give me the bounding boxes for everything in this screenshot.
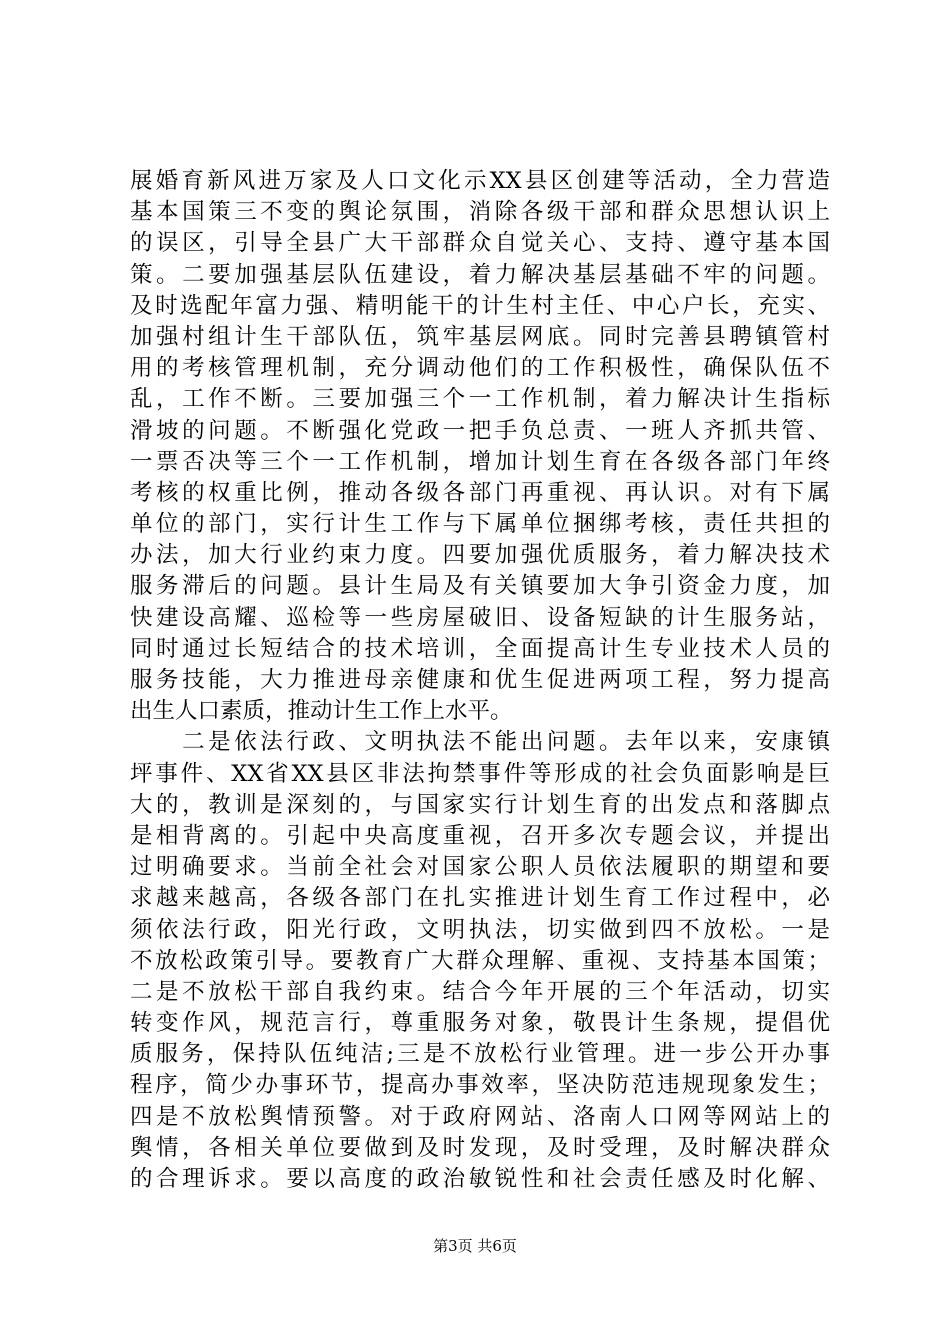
page-footer: 第3页 共6页 [433,1237,517,1255]
text-line: 求越来越高，各级各部门在扎实推进计划生育工作过程中，必 [130,885,830,912]
text-line: 程序，简少办事环节，提高办事效率，坚决防范违规现象发生； [130,1072,830,1099]
text-line: 的合理诉求。要以高度的政治敏锐性和社会责任感及时化解、 [130,1166,830,1192]
text-line: 大的，教训是深刻的，与国家实行计划生育的出发点和落脚点 [130,791,830,818]
text-line: 舆情，各相关单位要做到及时发现，及时受理，及时解决群众 [130,1134,830,1161]
text-line: 服务滞后的问题。县计生局及有关镇要加大争引资金力度，加 [130,573,830,600]
text-line: 单位的部门，实行计生工作与下属单位捆绑考核，责任共担的 [130,511,830,538]
text-line: 二是依法行政、文明执法不能出问题。去年以来，安康镇 [130,729,830,756]
text-line: 质服务，保持队伍纯洁;三是不放松行业管理。进一步公开办事 [130,1041,830,1068]
text-line: 一票否决等三个一工作机制，增加计划生育在各级各部门年终 [130,448,830,475]
text-line: 过明确要求。当前全社会对国家公职人员依法履职的期望和要 [130,854,830,881]
text-line: 及时选配年富力强、精明能干的计生村主任、中心户长，充实、 [130,292,830,319]
text-line: 乱，工作不断。三要加强三个一工作机制，着力解决计生指标 [130,386,830,413]
text-line: 的误区，引导全县广大干部群众自觉关心、支持、遵守基本国 [130,230,830,257]
text-line: 滑坡的问题。不断强化党政一把手负总责、一班人齐抓共管、 [130,417,830,444]
body-text [130,166,830,1195]
text-line: 办法，加大行业约束力度。四要加强优质服务，着力解决技术 [130,542,830,569]
text-line: 服务技能，大力推进母亲健康和优生促进两项工程，努力提高 [130,667,830,693]
text-line: 四是不放松舆情预警。对于政府网站、洛南人口网等网站上的 [130,1103,830,1130]
text-line: 出生人口素质，推动计生工作上水平。 [130,698,513,725]
text-line: 策。二要加强基层队伍建设，着力解决基层基础不牢的问题。 [130,261,830,288]
text-line: 基本国策三不变的舆论氛围，消除各级干部和群众思想认识上 [130,199,830,226]
text-line: 转变作风，规范言行，尊重服务对象，敬畏计生条规，提倡优 [130,1010,830,1037]
text-line: 用的考核管理机制，充分调动他们的工作积极性，确保队伍不 [130,355,830,382]
text-line: 同时通过长短结合的技术培训，全面提高计生专业技术人员的 [130,635,830,662]
text-line: 坪事件、XX省XX县区非法拘禁事件等形成的社会负面影响是巨 [130,760,830,787]
text-line: 二是不放松干部自我约束。结合今年开展的三个年活动，切实 [130,978,830,1005]
text-line: 须依法行政，阳光行政，文明执法，切实做到四不放松。一是 [130,916,830,943]
text-line: 加强村组计生干部队伍，筑牢基层网底。同时完善县聘镇管村 [130,323,830,350]
text-line: 是相背离的。引起中央高度重视，召开多次专题会议，并提出 [130,822,830,849]
text-line: 考核的权重比例，推动各级各部门再重视、再认识。对有下属 [130,479,830,506]
text-line: 展婚育新风进万家及人口文化示XX县区创建等活动，全力营造 [130,168,830,194]
text-line: 不放松政策引导。要教育广大群众理解、重视、支持基本国策； [130,947,830,974]
text-line: 快建设高耀、巡检等一些房屋破旧、设备短缺的计生服务站， [130,604,830,631]
